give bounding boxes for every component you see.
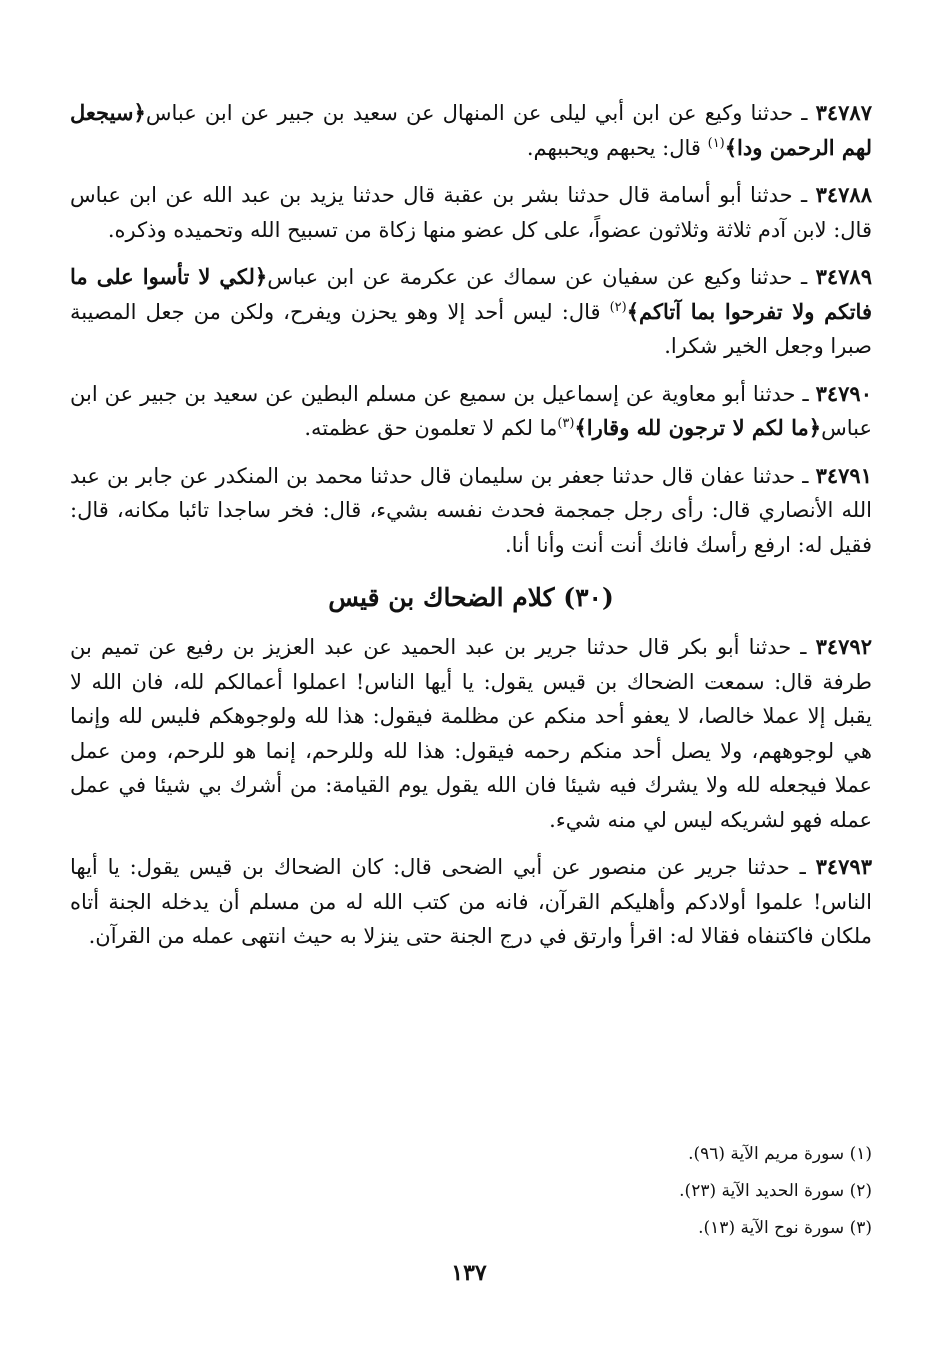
section-heading: (٣٠) كلام الضحاك بن قيس — [328, 583, 614, 612]
hadith-paragraph — [70, 630, 872, 837]
footnote-ref: (٣) — [557, 416, 575, 431]
hadith-text: قال: يحبهم ويحببهم. — [526, 135, 701, 160]
hadith-text: ما لكم لا تعلمون حق عظمته. — [304, 416, 558, 440]
footnote: (١) سورة مريم الآية (٩٦). — [688, 1144, 872, 1164]
hadith-text: ـ حدثنا وكيع عن سفيان عن سماك عن عكرمة عن ابن عباس — [267, 265, 808, 289]
hadith-number: ٣٤٧٩٣ — [815, 854, 872, 879]
quran-quote: ﴿ما لكم لا ترجون لله وقارا﴾ — [574, 415, 822, 440]
footnotes — [472, 1136, 872, 1247]
hadith-number: ٣٤٧٨٧ — [815, 100, 872, 125]
hadith-text: ـ حدثنا أبو أسامة قال حدثنا بشر بن عقبة قال حدثنا يزيد بن عبد الله عن ابن عباس قال: لابن آدم ثلاثة وثلاثون عضواً، على كل عضو منها زكاة من تسبيح الله وتحميده وذكره. — [70, 183, 872, 242]
quran-quote: ﴿لكي لا تأسوا على ما فاتكم ولا تفرحوا بما آتاكم﴾ — [70, 264, 872, 324]
footnote: (٣) سورة نوح الآية (١٣). — [698, 1218, 872, 1238]
quran-quote: ﴿سيجعل لهم الرحمن ودا﴾ — [70, 100, 872, 160]
hadith-number: ٣٤٧٩٢ — [815, 634, 872, 659]
hadith-paragraph — [70, 850, 872, 954]
hadith-paragraph — [70, 260, 872, 364]
hadith-text: ـ حدثنا وكيع عن ابن أبي ليلى عن المنهال عن سعيد بن جبير عن ابن عباس — [145, 101, 808, 125]
hadith-paragraph — [70, 96, 872, 165]
hadith-text: قال: ليس أحد إلا وهو يحزن ويفرح، ولكن من جعل المصيبة صبرا وجعل الخير شكرا. — [70, 299, 872, 358]
hadith-text: ـ حدثنا جرير عن منصور عن أبي الضحى قال: كان الضحاك بن قيس يقول: يا أيها الناس! علموا أولادكم وأهليكم القرآن، فانه من كتب الله له من مسلم أن يدخله الجنة أتاه ملكان فاكتنفاه فقالا له: اقرأ وارتق في درج الجنة حتى ينزلا به حيث انتهى عمله من القرآن. — [70, 855, 872, 948]
hadith-text: ـ حدثنا أبو معاوية عن إسماعيل بن سميع عن مسلم البطين عن سعيد بن جبير عن ابن عباس — [70, 381, 872, 440]
page-number: ١٣٧ — [451, 1260, 487, 1286]
hadith-number: ٣٤٧٨٨ — [815, 182, 872, 207]
hadith-number: ٣٤٧٩٠ — [815, 380, 872, 406]
hadith-paragraph — [70, 377, 872, 446]
footnote-ref: (٢) — [609, 299, 627, 315]
hadith-text: ـ حدثنا أبو بكر قال حدثنا جرير بن عبد الحميد عن عبد العزيز بن رفيع عن تميم بن طرفة قال: سمعت الضحاك بن قيس يقول: يا أيها الناس! اعملوا أعمالكم لله، فان الله لا يقبل إلا عملا خالصا، لا يعفو أحد منكم عن مظلمة فيقول: هذا لله ولوجوهكم فليس لله وإنما هي لوجوههم، ولا يصل أحد منكم رحمه فيقول: هذا لله وللرحم، إنما هو للرحم، ومن عمل عملا فيجعله لله ولا يشرك فيه شيئا فان الله يقول يوم القيامة: من أشرك بي شيئا في عمل عمله فهو لشريكه ليس لي منه شيء. — [70, 635, 872, 832]
hadith-paragraph — [70, 459, 872, 563]
hadith-number: ٣٤٧٨٩ — [815, 264, 872, 289]
hadith-number: ٣٤٧٩١ — [815, 462, 872, 488]
footnote: (٢) سورة الحديد الآية (٢٣). — [679, 1181, 872, 1201]
hadith-paragraph — [70, 178, 872, 247]
page-body — [70, 96, 872, 967]
hadith-text: ـ حدثنا عفان قال حدثنا جعفر بن سليمان قال حدثنا محمد بن المنكدر عن جابر بن عبد الله الأنصاري قال: رأى رجل جمجمة فحدث نفسه بشيء، قال: فخر ساجدا تائبا مكانه، قال: فقيل له: ارفع رأسك فانك أنت أنت وأنا أنا. — [70, 463, 872, 557]
footnote-ref: (١) — [707, 135, 725, 151]
